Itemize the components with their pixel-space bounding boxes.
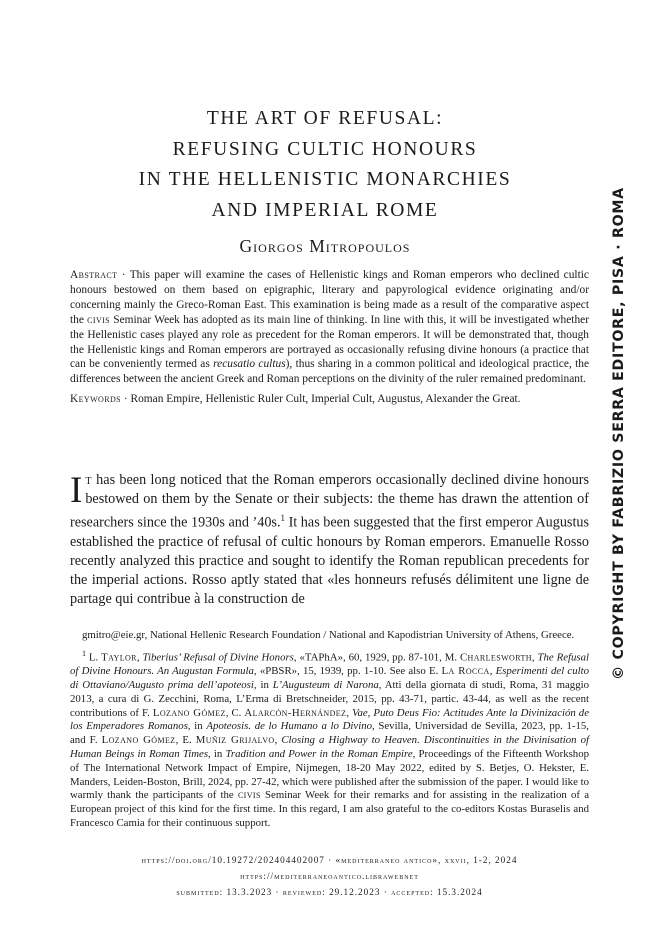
abstract-text-1: This paper will examine the cases of Hellenistic kings and Roman emperors who declined cultic honours bestowed on them based on epigraphic, literary and papyrological evidence originating and/or concerning mainly the Greco-Roman East. This examination is being made as a result of the comparative aspect the bbox=[70, 269, 589, 326]
abstract-paragraph bbox=[70, 268, 589, 387]
author-name: Giorgos Mitropoulos bbox=[239, 236, 411, 256]
fn-seg: , bbox=[489, 665, 496, 678]
fn-title-augusteum: L’Augusteum di Narona bbox=[272, 678, 379, 691]
fn-title-charlesworth: The Refusal of Divine Honours. An Augustan Formula bbox=[70, 651, 590, 678]
keywords-separator: · bbox=[120, 393, 131, 406]
fn-seg: , in bbox=[187, 720, 207, 733]
fn-seg: , bbox=[531, 651, 538, 664]
abstract-text-3: ), thus sharing in a common political and ideological practice, the differences between the ancient Greek and Roman perceptions on the divinity of the ruler remained predominant. bbox=[70, 358, 589, 386]
footnote-ref-1[interactable]: 1 bbox=[280, 513, 285, 523]
fn-seg: , C. bbox=[225, 706, 245, 719]
page-footer bbox=[70, 852, 589, 900]
fn-author-muniz: Muñiz Grijalvo bbox=[195, 734, 275, 747]
fn-author-taylor: Taylor bbox=[101, 651, 137, 664]
fn-seg: , «TAPhA», 60, 1929, pp. 87-101, M. bbox=[293, 651, 460, 664]
abstract-section bbox=[70, 268, 589, 407]
copyright-notice: © COPYRIGHT BY FABRIZIO SERRA EDITORE, PISA · ROMA bbox=[611, 187, 627, 680]
abstract-recusatio-term: recusatio cultus bbox=[213, 358, 286, 371]
fn-title-highway: Closing a Highway to Heaven. Discontinuities in the Divinisation of Human Beings in Roman Times bbox=[70, 734, 589, 760]
fn-title-taylor: Tiberius’ Refusal of Divine Honors bbox=[142, 651, 294, 664]
fn-seg: , bbox=[346, 706, 353, 719]
fn-civis: civis bbox=[237, 789, 261, 802]
body-section bbox=[70, 471, 589, 609]
abstract-separator: · bbox=[117, 269, 130, 281]
abstract-civis: civis bbox=[87, 313, 111, 326]
fn-seg: , E. bbox=[175, 734, 196, 747]
fn-seg: , Atti della giornata di studi, Roma, 31 maggio 2013, a cura di G. Zecchini, Roma, L’Erma di Bretschneider, 2015, pp. 43-71, partic. 43-44, as well as the recent contributions of F. bbox=[70, 678, 589, 719]
keywords-text: Roman Empire, Hellenistic Ruler Cult, Imperial Cult, Augustus, Alexander the Great. bbox=[130, 393, 521, 406]
title-line-3: IN THE HELLENISTIC MONARCHIES bbox=[138, 169, 512, 190]
footer-url-line[interactable]: https://mediterraneoantico.librawebnet bbox=[240, 871, 419, 881]
fn-author-lozano-2: Lozano Gómez bbox=[101, 734, 176, 747]
fn-author-charlesworth: Charlesworth bbox=[459, 651, 532, 664]
fn-title-vae-puto: Vae, Puto Deus Fio: Actitudes Ante la Divinización de los Emperadores Romanos bbox=[70, 706, 589, 733]
fn-title-tradition: Tradition and Power in the Roman Empire bbox=[225, 747, 413, 760]
fn-seg: , Sevilla, Universidad de Sevilla, 2023, pp. 1-15, and F. bbox=[70, 720, 589, 747]
footnote-1 bbox=[70, 647, 589, 831]
drop-cap: I bbox=[70, 470, 83, 511]
first-word-rest: t bbox=[85, 472, 92, 488]
fn-seg: , Proceedings of the Fifteenth Workshop of The International Network Impact of Empire, Nijmegen, 18-20 May 2022, edited by S. Betjes, O. Hekster, E. Manders, Leiden-Boston, Brill, 2024, pp. 27-42, which were published after the submission of the paper. I would like to warmly thank the participants of the bbox=[70, 747, 589, 802]
title-line-1: THE ART OF REFUSAL: bbox=[206, 108, 444, 129]
keywords-paragraph bbox=[70, 392, 589, 407]
footnotes-section bbox=[70, 629, 589, 831]
fn-seg: Seminar Week for their remarks and for assisting in the realization of a European project of this kind for the first time. In this regard, I am also grateful to the co-editors Kostas Buraselis and Francesco Camia for their continuous support. bbox=[70, 789, 590, 829]
title-block bbox=[60, 104, 590, 257]
footer-dates-line: submitted: 13.3.2023 · reviewed: 29.12.2023 · accepted: 15.3.2024 bbox=[176, 887, 483, 897]
body-text-1: has been long noticed that the Roman emperors occasionally declined divine honours bestowed on them by the Senate or their subjects: the theme has drawn the attention of researchers since the 1930s and ’40s. bbox=[70, 472, 589, 531]
body-text-2: It has been suggested that the first emperor Augustus established the practice of refusal of cultic honours by Roman emperors. Emanuelle Rosso recently analyzed this practice and sought to identify the Roman republican precedents for the imperial actions. Rosso aptly stated that «les honneurs refusés délimitent une ligne de partage qui contribue à la construction de bbox=[70, 514, 589, 607]
abstract-label: Abstract bbox=[70, 269, 118, 281]
fn-seg: , in bbox=[208, 747, 226, 760]
fn-title-la-rocca: Esperimenti del culto di Ottaviano/Augusto prima dell’apoteosi bbox=[70, 665, 590, 691]
fn-author-alarcon: Alarcón-Hernández bbox=[244, 706, 347, 719]
title-line-4: AND IMPERIAL ROME bbox=[211, 199, 439, 221]
fn-seg: , «PBSR», 15, 1939, pp. 1-10. See also E. bbox=[253, 665, 442, 678]
fn-seg: , bbox=[136, 651, 143, 664]
fn-seg: L. bbox=[86, 651, 102, 664]
abstract-text-2: Seminar Week has adopted as its main line of thinking. In line with this, it will be investigated whether the Hellenistic cases played any role as precedent for the Roman emperors. It will be demonstrated that, though the Hellenistic kings and Roman emperors are portrayed as occasionally refusing divine honours (a practice that can be conveniently termed as bbox=[70, 313, 589, 371]
fn-title-apoteosis: Apoteosis. de lo Humano a lo Divino bbox=[206, 720, 372, 733]
fn-author-la-rocca: La Rocca bbox=[441, 665, 490, 678]
body-paragraph bbox=[70, 471, 589, 609]
title-line-2: REFUSING CULTIC HONOURS bbox=[172, 138, 478, 160]
keywords-label: Keywords bbox=[70, 393, 121, 406]
fn-seg: , bbox=[274, 734, 282, 747]
footer-doi-line[interactable]: https://doi.org/10.19272/202404402007 · «mediterraneo antico», xxvii, 1-2, 2024 bbox=[141, 855, 518, 865]
footnote-1-mark: 1 bbox=[82, 648, 86, 658]
author-affiliation: gmitro@eie.gr, National Hellenic Research Foundation / National and Kapodistrian University of Athens, Greece. bbox=[82, 629, 575, 641]
fn-seg: , in bbox=[253, 678, 273, 691]
fn-author-lozano: Lozano Gómez bbox=[152, 706, 226, 719]
